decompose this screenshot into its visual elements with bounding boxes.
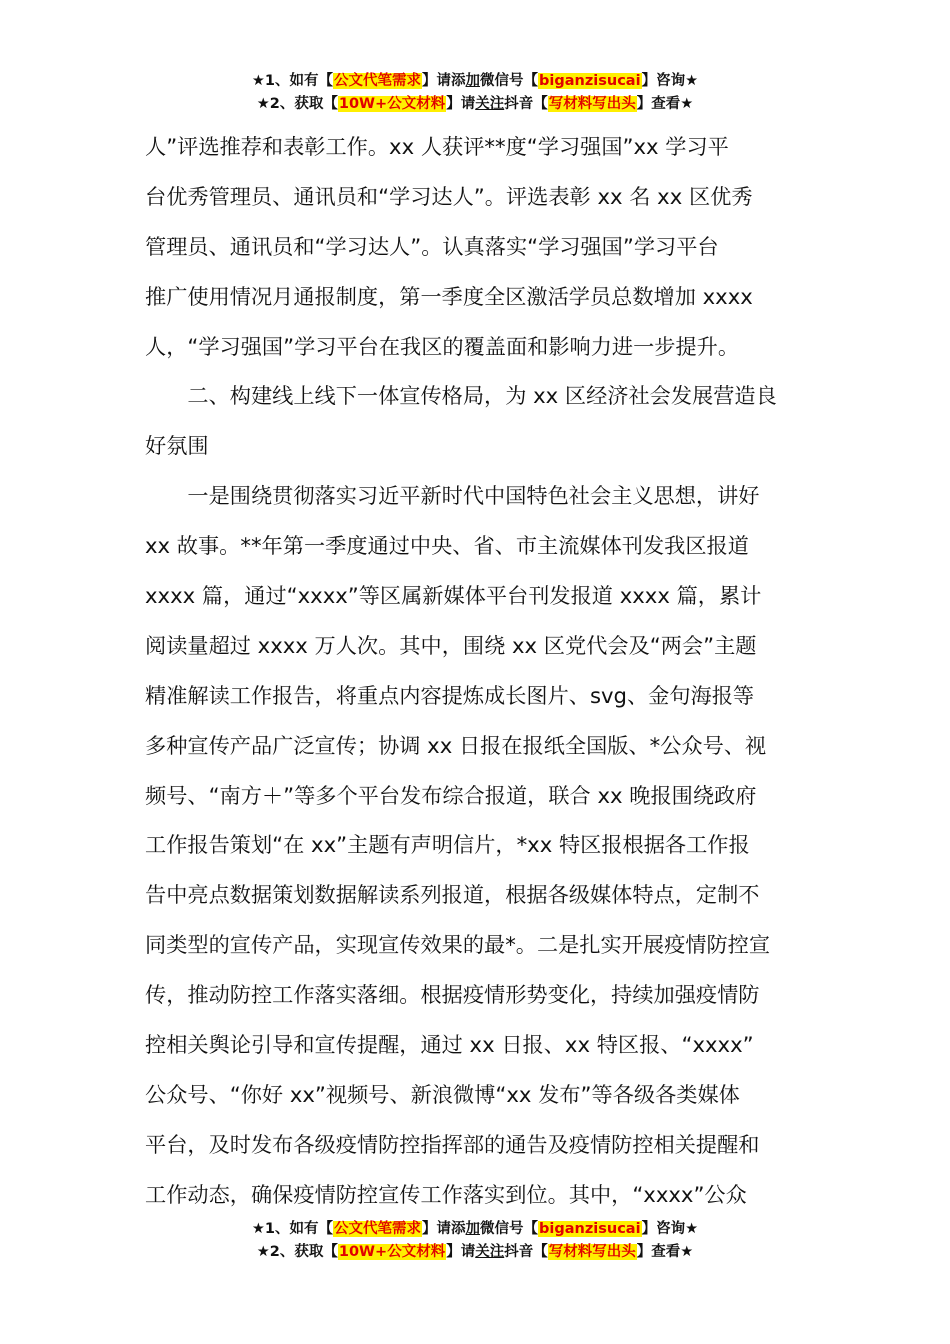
banner-text: 】查看★ [636,1244,694,1260]
highlight-douyin-account: 写材料写出头 [548,96,636,112]
banner-underlined-text: 关注 [475,1244,505,1260]
document-body [145,122,809,1220]
text-line: 告中亮点数据策划数据解读系列报道，根据各级媒体特点，定制不 [145,882,760,908]
text-line: 频号、“南方＋”等多个平台发布综合报道，联合 xx 晚报围绕政府 [145,782,757,808]
banner-text: 微信号【 [480,1221,539,1237]
text-line: 一是围绕贯彻落实习近平新时代中国特色社会主义思想，讲好 [145,483,760,509]
banner-line-2 [0,93,950,116]
header-banner [0,70,950,116]
text-line: 工作报告策划“在 xx”主题有声明信片，*xx 特区报根据各工作报 [145,832,750,858]
section-heading-line: 二、构建线上线下一体宣传格局，为 xx 区经济社会发展营造良 [145,383,777,409]
text-line: 传，推动防控工作落实落细。根据疫情形势变化，持续加强疫情防 [145,982,760,1008]
banner-underlined-text: 加 [465,1221,481,1237]
banner-text: 】请添 [422,1221,466,1237]
text-line: xx 故事。**年第一季度通过中央、省、市主流媒体刊发我区报道 [145,533,749,559]
banner-text: ★2、获取【 [256,96,338,112]
highlight-douyin-account: 写材料写出头 [548,1244,636,1260]
highlight-materials: 10W+公文材料 [338,96,446,112]
banner-text: ★1、如有【 [251,73,334,89]
banner-underlined-text: 加 [465,73,481,89]
banner-text: ★1、如有【 [251,1221,334,1237]
text-line: 阅读量超过 xxxx 万人次。其中，围绕 xx 区党代会及“两会”主题 [145,632,757,658]
text-line: 控相关舆论引导和宣传提醒，通过 xx 日报、xx 特区报、“xxxx” [145,1032,754,1058]
banner-text: 】请 [446,1244,476,1260]
text-line: 同类型的宣传产品，实现宣传效果的最*。二是扎实开展疫情防控宣 [145,932,771,958]
banner-text: 抖音【 [504,96,548,112]
text-line: 人，“学习强国”学习平台在我区的覆盖面和影响力进一步提升。 [145,333,740,359]
text-line: 推广使用情况月通报制度，第一季度全区激活学员总数增加 xxxx [145,283,753,309]
text-line: 人”评选推荐和表彰工作。xx 人获评**度“学习强国”xx 学习平 [145,134,729,159]
banner-line-1 [0,70,950,93]
text-line: 多种宣传产品广泛宣传；协调 xx 日报在报纸全国版、*公众号、视 [145,732,767,758]
text-line: 公众号、“你好 xx”视频号、新浪微博“xx 发布”等各级各类媒体 [145,1081,740,1107]
banner-text: 微信号【 [480,73,539,89]
banner-text: 】查看★ [636,96,694,112]
banner-text: 抖音【 [504,1244,548,1260]
banner-text: ★2、获取【 [256,1244,338,1260]
banner-text: 】请 [446,96,476,112]
banner-underlined-text: 关注 [475,96,505,112]
text-line: 精准解读工作报告，将重点内容提炼成长图片、svg、金句海报等 [145,682,755,708]
text-line: 平台，及时发布各级疫情防控指挥部的通告及疫情防控相关提醒和 [145,1131,760,1157]
banner-text: 】咨询★ [641,1221,699,1237]
highlight-wechat-id: biganzisucai [539,1221,641,1237]
footer-banner [0,1218,950,1264]
text-line: 工作动态，确保疫情防控宣传工作落实到位。其中，“xxxx”公众 [145,1181,747,1207]
text-line: xxxx 篇，通过“xxxx”等区属新媒体平台刊发报道 xxxx 篇，累计 [145,583,762,609]
highlight-wechat-id: biganzisucai [539,73,641,89]
banner-text: 】请添 [422,73,466,89]
highlight-materials: 10W+公文材料 [338,1244,446,1260]
highlight-writing-service: 公文代笔需求 [334,1221,422,1237]
highlight-writing-service: 公文代笔需求 [334,73,422,89]
banner-line-2 [0,1241,950,1264]
text-line: 台优秀管理员、通讯员和“学习达人”。评选表彰 xx 名 xx 区优秀 [145,183,753,209]
text-line: 管理员、通讯员和“学习达人”。认真落实“学习强国”学习平台 [145,233,719,259]
section-heading-line: 好氛围 [145,433,209,459]
banner-text: 】咨询★ [641,73,699,89]
banner-line-1 [0,1218,950,1241]
